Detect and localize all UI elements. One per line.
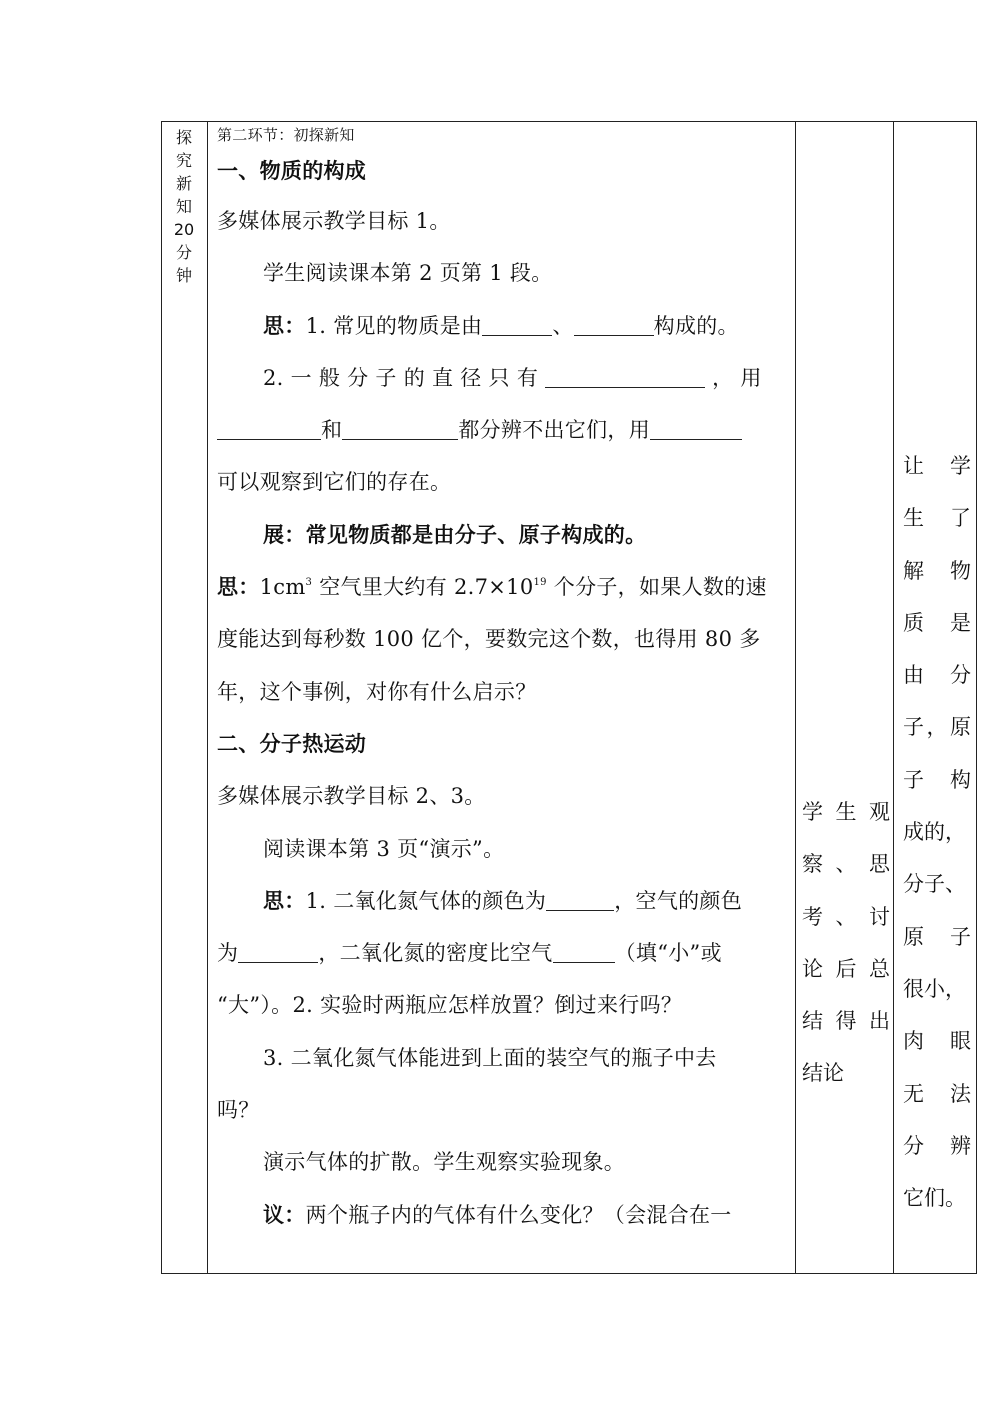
text-span: 两个瓶子内的气体有什么变化？（会混合在一 [305, 1202, 732, 1227]
text-span: 常见物质都是由分子、原子构成的。 [305, 522, 647, 547]
student-activity-column [802, 786, 890, 1100]
text-span: 都分辨不出它们，用 [458, 418, 651, 443]
activity-line: 学生观 [802, 800, 890, 824]
text-span: 个分子，如果人数的速 [546, 575, 767, 600]
design-intent-column [903, 440, 971, 1224]
intent-line: 它们。 [903, 1186, 966, 1211]
fill-blank [546, 889, 614, 911]
text-line: 多媒体展示教学目标 1。 [217, 209, 451, 233]
intent-line: 质是 [903, 610, 971, 635]
text-span: 1cm [259, 575, 306, 600]
text-line: 多媒体展示教学目标 2、3。 [217, 784, 486, 809]
question-line [217, 875, 789, 927]
heading-motion: 二、分子热运动 [217, 731, 367, 756]
text-span: ，空气的颜色 [614, 888, 743, 913]
stage-char: 钟 [175, 266, 192, 285]
text-span: （填“小”或 [614, 941, 722, 966]
stage-char: 新 [175, 174, 192, 193]
text-span: 空气里大约有 2.7×10 [312, 575, 534, 600]
fill-blank [650, 418, 742, 440]
activity-line: 察、思 [802, 852, 890, 877]
intent-line: 由分 [903, 663, 971, 688]
fill-blank [342, 418, 458, 440]
text-span: 构成的。 [653, 313, 739, 338]
intent-line: 让学 [903, 454, 971, 478]
intent-line: 很小， [903, 976, 966, 1001]
think-label: 思： [263, 888, 306, 913]
column-divider [893, 122, 894, 1273]
fill-blank [217, 418, 321, 440]
think-label: 思： [263, 313, 306, 338]
text-line: 吗？ [217, 1098, 260, 1123]
show-label: 展： [263, 522, 306, 547]
superscript: 19 [533, 577, 547, 589]
intent-line: 成的， [903, 820, 966, 845]
text-line: 年，这个事例，对你有什么启示？ [217, 679, 537, 704]
intent-line: 子构 [903, 767, 971, 792]
text-span: 1. 二氧化氮气体的颜色为 [305, 888, 547, 913]
teaching-content [217, 122, 789, 1241]
fill-blank [482, 314, 552, 336]
stage-char: 探 [175, 128, 192, 147]
stage-char: 分 [175, 243, 192, 262]
stage-column [162, 126, 206, 287]
question-line [217, 561, 789, 613]
intent-line: 解物 [903, 558, 971, 583]
intent-line: 原子 [903, 924, 971, 949]
column-divider [795, 122, 796, 1273]
question-line [217, 300, 789, 352]
activity-line: 结得出 [802, 1009, 890, 1034]
activity-line: 考、讨 [802, 904, 890, 929]
question-line [217, 927, 789, 979]
fill-blank [574, 314, 654, 336]
question-line [217, 352, 789, 404]
text-span: 为 [217, 941, 239, 966]
column-divider [207, 122, 208, 1273]
text-line: 演示气体的扩散。学生观察实验现象。 [263, 1150, 626, 1175]
text-line: “大”）。2. 实验时两瓶应怎样放置？倒过来行吗？ [217, 993, 683, 1018]
text-line: 阅读课本第 3 页“演示”。 [263, 836, 505, 861]
intent-line: 分子、 [903, 872, 966, 897]
intent-line: 无法 [903, 1081, 971, 1106]
show-line [217, 509, 789, 561]
discuss-line [217, 1189, 789, 1241]
text-span: 2. 一 般 分 子 的 直 径 只 有 [263, 365, 539, 390]
fill-blank [553, 941, 615, 963]
stage-char: 究 [175, 151, 192, 170]
stage-char: 20 [173, 220, 195, 239]
activity-line: 结论 [802, 1061, 844, 1086]
text-span: 和 [321, 418, 343, 443]
text-line: 度能达到每秒数 100 亿个，要数完这个数，也得用 80 多 [217, 627, 761, 652]
section-label: 第二环节：初探新知 [217, 126, 355, 144]
text-line: 学生阅读课本第 2 页第 1 段。 [263, 261, 553, 286]
stage-char: 知 [175, 197, 192, 216]
text-span: 1. 常见的物质是由 [305, 313, 483, 338]
activity-line: 论后总 [802, 956, 890, 981]
text-span: ， 用 [712, 365, 762, 390]
heading-structure: 一、物质的构成 [217, 159, 367, 183]
text-line: 3. 二氧化氮气体能进到上面的装空气的瓶子中去 [263, 1045, 717, 1070]
intent-line: 分辨 [903, 1133, 971, 1158]
intent-line: 子，原 [903, 715, 971, 740]
think-label: 思： [217, 575, 260, 600]
question-line [217, 404, 789, 456]
fill-blank [545, 366, 705, 388]
text-line: 可以观察到它们的存在。 [217, 470, 452, 495]
intent-line: 肉眼 [903, 1029, 971, 1054]
lesson-table [161, 121, 977, 1274]
superscript: 3 [305, 577, 313, 589]
fill-blank [238, 941, 318, 963]
text-span: 、 [552, 313, 574, 338]
discuss-label: 议： [263, 1202, 306, 1227]
text-span: ，二氧化氮的密度比空气 [318, 941, 553, 966]
intent-line: 生了 [903, 506, 971, 531]
